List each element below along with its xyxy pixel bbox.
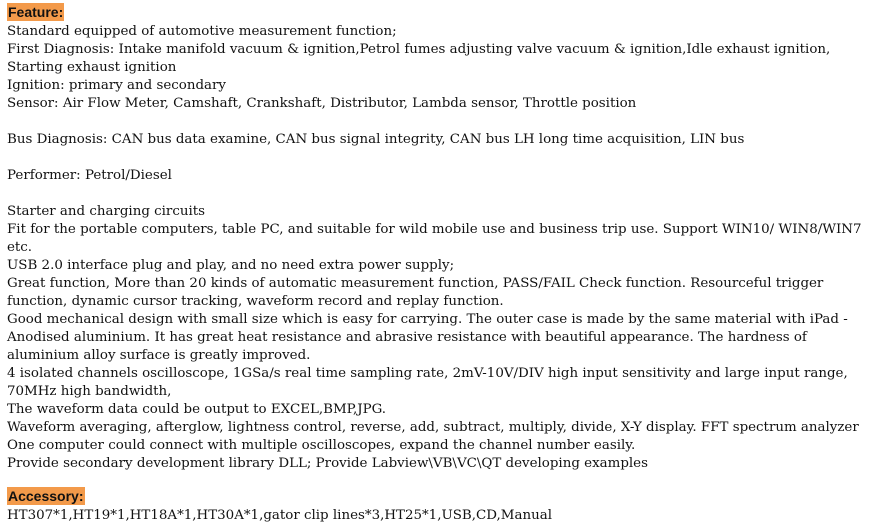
feature-line: Bus Diagnosis: CAN bus data examine, CAN bus signal integrity, CAN bus LH long time acquisition, LIN bus bbox=[7, 132, 745, 147]
feature-line: Fit for the portable computers, table PC, and suitable for wild mobile use and business trip use. Support WIN10/ WIN8/WIN7 etc. bbox=[7, 222, 862, 255]
feature-line: USB 2.0 interface plug and play, and no need extra power supply; bbox=[7, 258, 455, 273]
section-spacer bbox=[7, 473, 871, 487]
blank-line bbox=[7, 113, 871, 131]
product-description bbox=[7, 3, 871, 525]
feature-line: First Diagnosis: Intake manifold vacuum & ignition,Petrol fumes adjusting valve vacuum & ignition,Idle exhaust ignition, Starting exhaust ignition bbox=[7, 42, 831, 75]
feature-line: The waveform data could be output to EXCEL,BMP,JPG. bbox=[7, 402, 387, 417]
feature-line: Sensor: Air Flow Meter, Camshaft, Crankshaft, Distributor, Lambda sensor, Throttle position bbox=[7, 96, 637, 111]
accessory-line: HT307*1,HT19*1,HT18A*1,HT30A*1,gator clip lines*3,HT25*1,USB,CD,Manual bbox=[7, 508, 552, 523]
feature-heading: Feature: bbox=[8, 4, 64, 20]
feature-line: Provide secondary development library DLL; Provide Labview\VB\VC\QT developing examples bbox=[7, 456, 648, 471]
feature-lines bbox=[7, 23, 871, 473]
feature-line: Great function, More than 20 kinds of automatic measurement function, PASS/FAIL Check function. Resourceful trigger function, dynamic cursor tracking, waveform record and replay function. bbox=[7, 276, 824, 309]
feature-line: Waveform averaging, afterglow, lightness control, reverse, add, subtract, multiply, divide, X-Y display. FFT spectrum analyzer bbox=[7, 420, 859, 435]
feature-line: Starter and charging circuits bbox=[7, 204, 205, 219]
accessory-section bbox=[7, 487, 871, 525]
feature-line: One computer could connect with multiple oscilloscopes, expand the channel number easily. bbox=[7, 438, 636, 453]
blank-line bbox=[7, 149, 871, 167]
feature-section bbox=[7, 3, 871, 473]
feature-line: Ignition: primary and secondary bbox=[7, 78, 226, 93]
feature-line: Standard equipped of automotive measurement function; bbox=[7, 24, 397, 39]
feature-line: 4 isolated channels oscilloscope, 1GSa/s real time sampling rate, 2mV-10V/DIV high input sensitivity and large input range, 70MHz high bandwidth, bbox=[7, 366, 848, 399]
feature-line: Performer: Petrol/Diesel bbox=[7, 168, 172, 183]
feature-line: Good mechanical design with small size which is easy for carrying. The outer case is made by the same material with iPad - Anodised aluminium. It has great heat resistance and abrasive resistance with beautiful appearance. The hardness of aluminium alloy surface is greatly improved. bbox=[7, 312, 848, 363]
blank-line bbox=[7, 185, 871, 203]
accessory-heading: Accessory: bbox=[8, 488, 84, 504]
